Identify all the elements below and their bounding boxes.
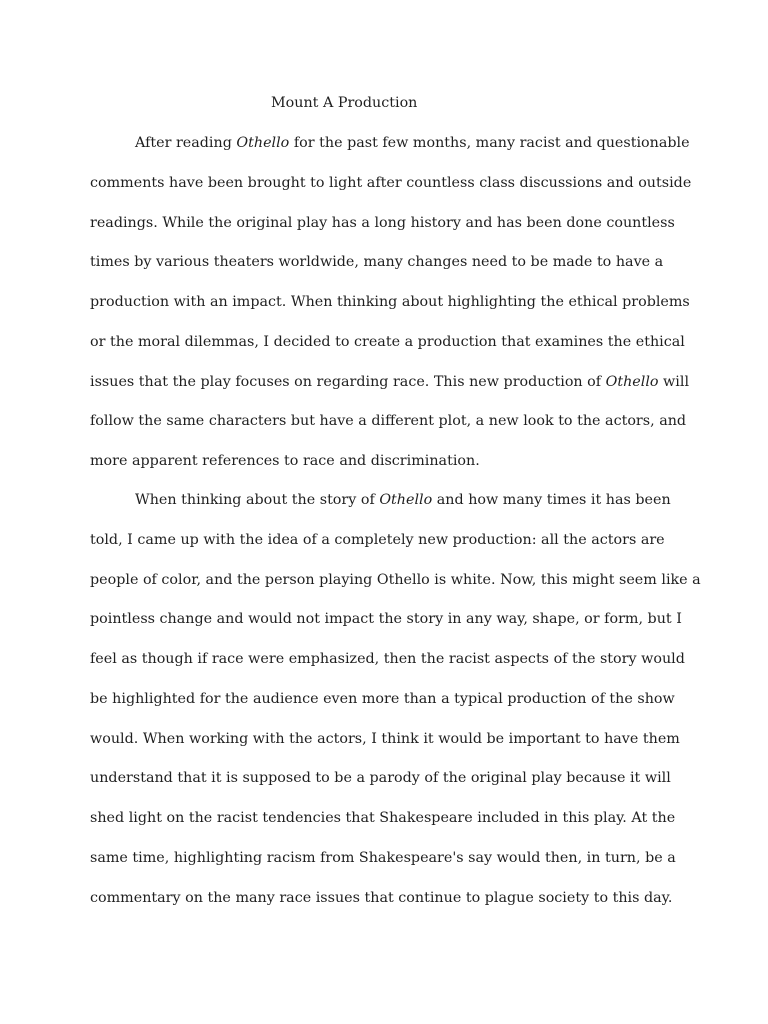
text-run: will [658,374,690,390]
text-run: pointless change and would not impact the story in any way, shape, or form, but I [90,611,682,627]
italic-title-text: Othello [379,492,433,508]
text-run: for the past few months, many racist and questionable [289,135,690,151]
italic-title-text: Othello [236,135,290,151]
paragraph-2-line [90,886,672,910]
text-run: comments have been brought to light after countless class discussions and outside [90,175,692,191]
paragraph-2-line [90,727,680,751]
paragraph-2-line [135,488,671,512]
paragraph-2-line [90,568,701,592]
text-run: or the moral dilemmas, I decided to create a production that examines the ethical [90,334,685,350]
text-run: After reading [135,135,237,151]
text-run: same time, highlighting racism from Shakespeare's say would then, in turn, be a [90,850,676,866]
text-run: told, I came up with the idea of a completely new production: all the actors are [90,532,665,548]
text-run: understand that it is supposed to be a parody of the original play because it will [90,770,671,786]
paragraph-1-line [90,409,686,433]
italic-title-text: Othello [605,374,659,390]
paragraph-1-line [90,171,691,195]
text-run: readings. While the original play has a long history and has been done countless [90,215,675,231]
text-run: would. When working with the actors, I think it would be important to have them [90,731,680,747]
text-run: and how many times it has been [432,492,671,508]
text-run: shed light on the racist tendencies that Shakespeare included in this play. At the [90,810,676,826]
paragraph-1-line [90,290,690,314]
text-run: follow the same characters but have a different plot, a new look to the actors, and [90,413,687,429]
paragraph-2-line [90,806,675,830]
text-run: production with an impact. When thinking about highlighting the ethical problems [90,294,690,310]
text-run: When thinking about the story of [135,492,380,508]
paragraph-2-line [90,607,682,631]
text-run: more apparent references to race and discrimination. [90,453,480,469]
document-title: Mount A Production [271,95,418,111]
paragraph-2-line [90,528,665,552]
paragraph-2-line [90,647,685,671]
paragraph-1-line [90,330,685,354]
text-run: be highlighted for the audience even more than a typical production of the show [90,691,675,707]
paragraph-1-line [90,211,675,235]
text-run: times by various theaters worldwide, many changes need to be made to have a [90,254,664,270]
paragraph-1-line [90,250,663,274]
text-run: people of color, and the person playing Othello is white. Now, this might seem like a [90,572,701,588]
paragraph-2-line [90,846,676,870]
text-run: feel as though if race were emphasized, then the racist aspects of the story would [90,651,685,667]
text-run: issues that the play focuses on regarding race. This new production of [90,374,606,390]
paragraph-1-line [90,370,689,394]
paragraph-1-line [90,449,480,473]
paragraph-1-line [135,131,690,155]
text-run: commentary on the many race issues that continue to plague society to this day. [90,890,673,906]
paragraph-2-line [90,766,671,790]
paragraph-2-line [90,687,675,711]
